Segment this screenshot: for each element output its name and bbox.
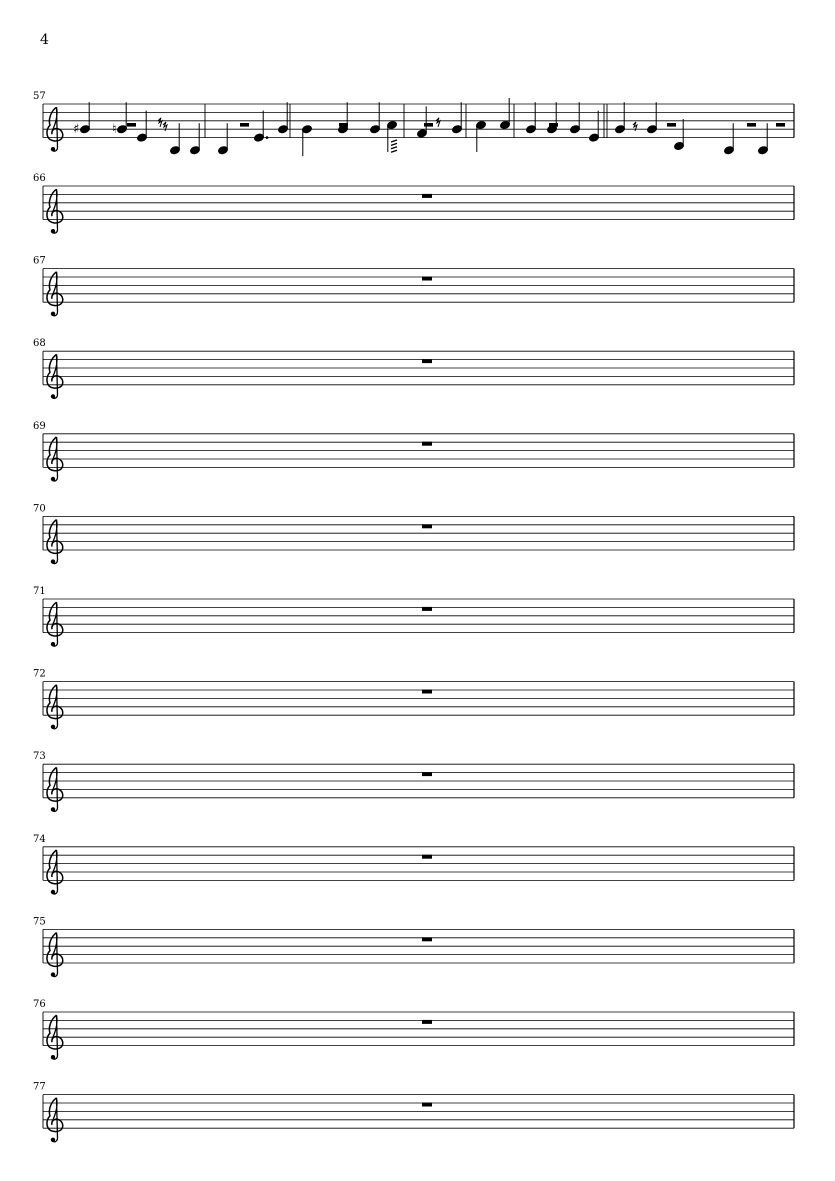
rest-mark <box>240 123 249 127</box>
system-70 <box>33 503 794 563</box>
system-71 <box>33 586 794 646</box>
natural-icon: ♮ <box>112 122 117 138</box>
whole-rest <box>422 690 432 694</box>
measure-number: 77 <box>33 1081 46 1093</box>
measure-number: 73 <box>33 751 46 763</box>
system-69 <box>33 421 794 481</box>
measure-number: 76 <box>33 999 46 1010</box>
system-75 <box>33 916 794 976</box>
measure-number: 66 <box>33 173 46 184</box>
system-57 <box>33 91 794 156</box>
sixteenth-rest <box>633 122 637 131</box>
page-number: 4 <box>40 32 49 48</box>
whole-rest <box>422 524 432 528</box>
system-68 <box>33 338 794 398</box>
whole-rest <box>422 194 432 198</box>
whole-rest <box>422 1103 432 1107</box>
measure-number: 67 <box>33 255 46 267</box>
whole-rest <box>422 1020 432 1024</box>
system-76 <box>33 999 794 1059</box>
rest-mark <box>127 123 136 127</box>
beam-mark <box>391 140 397 142</box>
measure-number: 71 <box>33 586 46 597</box>
system-77 <box>33 1082 794 1142</box>
whole-rest <box>422 772 432 776</box>
dot-mark <box>266 136 269 139</box>
measure-number: 74 <box>33 833 46 845</box>
rest-mark <box>424 123 433 127</box>
whole-rest <box>422 937 432 941</box>
system-74 <box>33 834 794 894</box>
system-73 <box>33 751 794 811</box>
sixteenth-rest <box>163 122 167 131</box>
beam-mark <box>391 147 397 149</box>
measure-number: 68 <box>33 338 46 350</box>
system-67 <box>33 256 794 316</box>
sharp-icon: ♯ <box>73 122 80 138</box>
measure-number: 57 <box>33 91 46 102</box>
measure-number: 75 <box>33 916 46 928</box>
beam-mark <box>391 143 397 145</box>
rest-mark <box>549 123 558 127</box>
rest-mark <box>776 123 785 127</box>
whole-rest <box>422 855 432 859</box>
rest-mark <box>747 123 756 127</box>
system-66 <box>33 173 794 233</box>
sixteenth-rest <box>158 118 162 127</box>
measure-number: 69 <box>33 420 46 432</box>
whole-rest <box>422 277 432 281</box>
whole-rest <box>422 442 432 446</box>
system-72 <box>33 669 794 729</box>
beam-mark <box>391 150 397 152</box>
measure-number: 72 <box>33 668 46 680</box>
rest-mark <box>339 123 348 127</box>
whole-rest <box>422 607 432 611</box>
rest-mark <box>667 123 676 127</box>
whole-rest <box>422 359 432 363</box>
measure-number: 70 <box>33 503 46 515</box>
sixteenth-rest <box>436 118 440 127</box>
